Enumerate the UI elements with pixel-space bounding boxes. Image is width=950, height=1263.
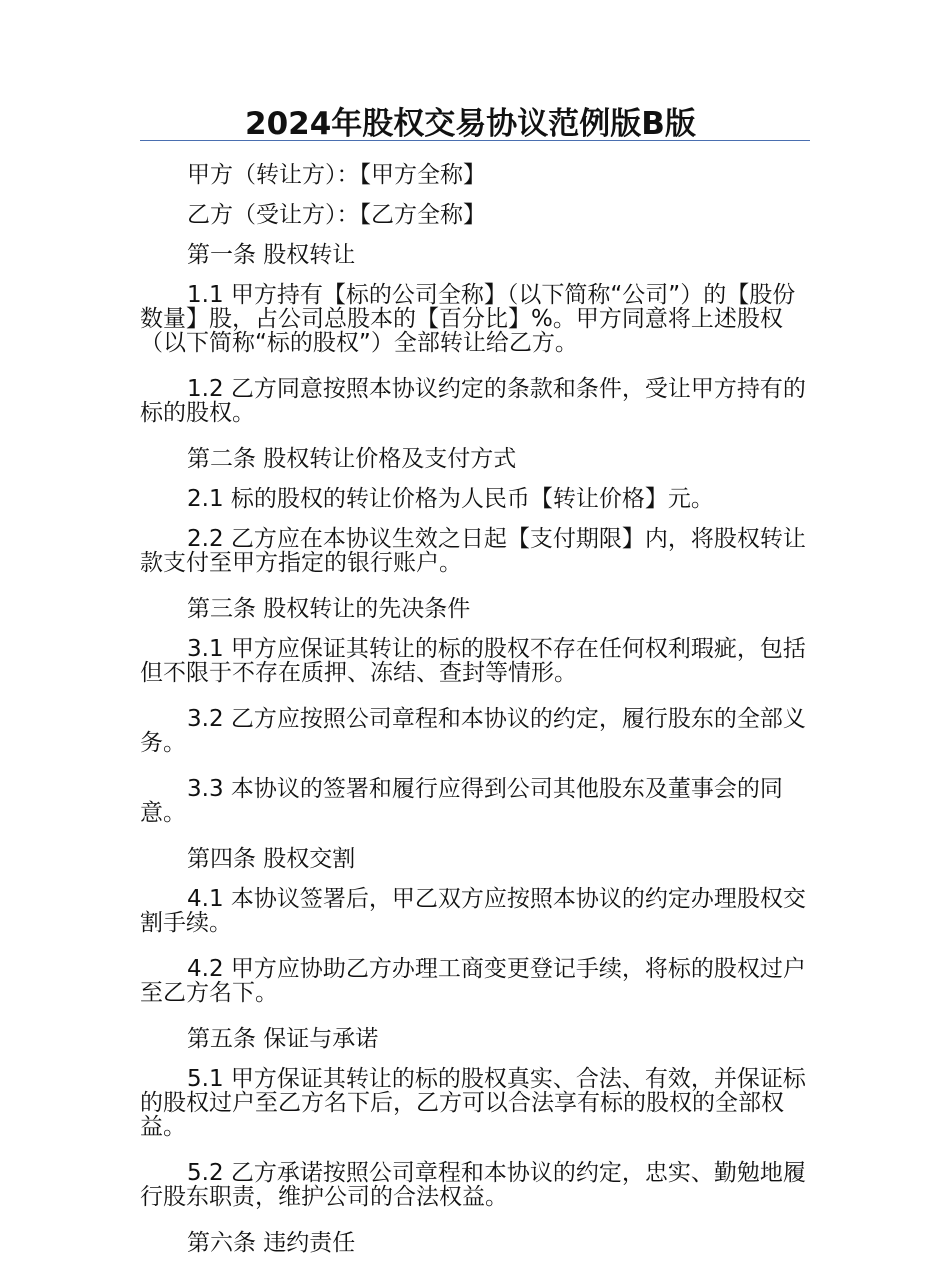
section-heading: 第三条 股权转让的先决条件 [187, 596, 471, 622]
section-heading: 第六条 违约责任 [187, 1230, 356, 1256]
clause: 4.1 本协议签署后，甲乙双方应按照本协议的约定办理股权交割手续。 [140, 886, 806, 936]
section-heading: 第四条 股权交割 [187, 846, 356, 872]
section-heading: 第五条 保证与承诺 [187, 1026, 379, 1052]
clause: 1.1 甲方持有【标的公司全称】（以下简称“公司”）的【股份数量】股，占公司总股本的【百分比】%。甲方同意将上述股权（以下简称“标的股权”）全部转让给乙方。 [140, 282, 796, 356]
clause: 2.2 乙方应在本协议生效之日起【支付期限】内，将股权转让款支付至甲方指定的银行账户。 [140, 526, 806, 576]
clause: 4.2 甲方应协助乙方办理工商变更登记手续，将标的股权过户至乙方名下。 [140, 956, 806, 1006]
clause: 1.2 乙方同意按照本协议约定的条款和条件，受让甲方持有的标的股权。 [140, 376, 806, 426]
party-a: 甲方（转让方）：【甲方全称】 [187, 162, 486, 188]
clause: 3.3 本协议的签署和履行应得到公司其他股东及董事会的同意。 [140, 776, 783, 826]
document-body [140, 155, 810, 1263]
clause: 5.1 甲方保证其转让的标的股权真实、合法、有效，并保证标的股权过户至乙方名下后，乙方可以合法享有标的股权的全部权益。 [140, 1066, 806, 1140]
clause: 3.2 乙方应按照公司章程和本协议的约定，履行股东的全部义务。 [140, 706, 806, 756]
clause: 5.2 乙方承诺按照公司章程和本协议的约定，忠实、勤勉地履行股东职责，维护公司的合法权益。 [140, 1160, 806, 1210]
section-heading: 第二条 股权转让价格及支付方式 [187, 446, 517, 472]
party-b: 乙方（受让方）：【乙方全称】 [187, 202, 486, 228]
title-bar [140, 100, 810, 141]
document-title: 2024年股权交易协议范例版B版 [245, 106, 696, 142]
clause: 3.1 甲方应保证其转让的标的股权不存在任何权利瑕疵，包括但不限于不存在质押、冻结、查封等情形。 [140, 636, 806, 686]
section-heading: 第一条 股权转让 [187, 242, 356, 268]
clause: 2.1 标的股权的转让价格为人民币【转让价格】元。 [187, 486, 714, 512]
